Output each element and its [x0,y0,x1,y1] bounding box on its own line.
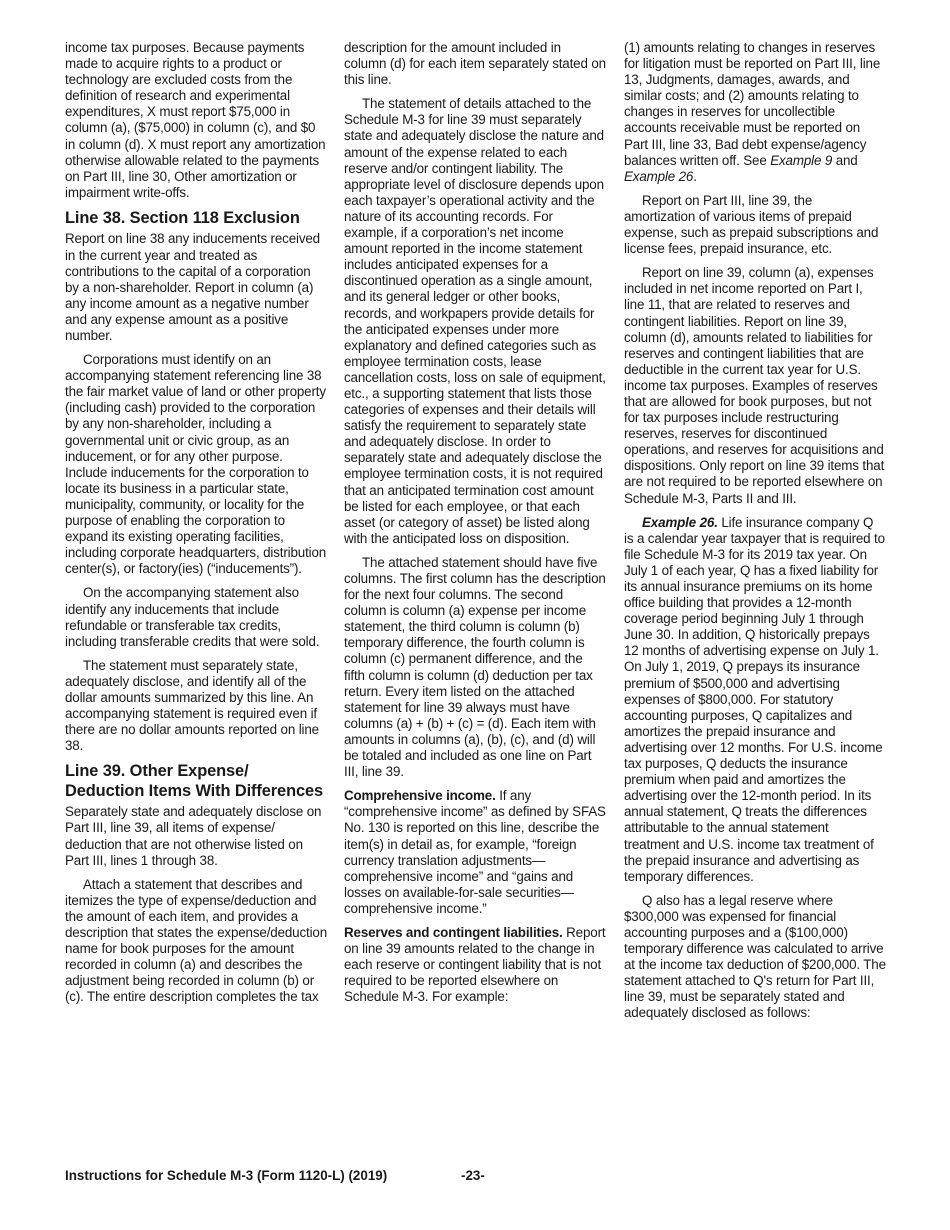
lead-reserves: Reserves and contingent liabilities. [344,924,563,940]
text-and: and [832,152,858,168]
paragraph-statement-of-details: The statement of details attached to the Schedule M-3 for line 39 must separately state and adequately disclose the nature and amount of the expense related to each reserve and/or contingent liability. The appropriate level of disclosure depends upon each taxpayer’s operational activity and the nature of its accounting records. For example, if a corporation’s net income amount reported in the income statement includes anticipated expenses for a discontinued operation as a single amount, and its general ledger or other books, records, and workpapers provide details for the anticipated expenses under more explanatory and defined categories such as employee termination costs, lease cancellation costs, loss on sale of equipment, etc., a supporting statement that lists those categories of expenses and their details will satisfy the requirement to separately state and adequately disclose. In order to separately state and adequately disclose the employee termination costs, it is not required that an anticipated termination cost amount be listed for each employee, or that each asset (or category of asset) be listed along with the anticipated loss on disposition. [344,96,606,546]
paragraph-inducements-statement: Corporations must identify on an accompanying statement referencing line 38 the fair market value of land or other property (including cash) provided to the corporation by any non-shareholder, including a governmental unit or civic group, as an inducement, or for any other purpose. Include inducements for the corporation to locate its business in a particular state, municipality, community, or locality for the purpose of enabling the corporation to expand its existing operating facilities, including corporate headquarters, distribution center(s), or factory(ies) (“inducements”). [65,352,327,577]
paragraph-prepaid-amortization: Report on Part III, line 39, the amortization of various items of prepaid expense, such as prepaid subscriptions and license fees, prepaid insurance, etc. [624,192,879,257]
paragraph-comprehensive-income [344,788,606,917]
paragraph-column-reporting: Report on line 39, column (a), expenses included in net income reported on Part I, line 11, that are related to reserves and contingent liabilities. Report on line 39, column (d), amounts related to liabilities for reserves and contingent liabilities that are deductible in the current tax year for U.S. income tax purposes. Examples of reserves that are allowed for book purposes, but not for tax purposes include restructuring reserves, reserves for discontinued operations, and reserves for acquisitions and dispositions. Only report on line 39 items that are not required to be reported elsewhere on Schedule M-3, Parts II and III. [624,265,885,506]
paragraph-legal-reserve: Q also has a legal reserve where $300,000 was expensed for financial accounting purposes and a ($100,000) temporary difference was calculated to arrive at the income tax deduction of $200,000. The statement attached to Q's return for Part III, line 39, must be separately stated and adequately disclosed as follows: [624,892,886,1021]
page-number: -23- [461,1168,485,1183]
heading-line-39: Line 39. Other Expense/ Deduction Items With Differences [65,762,324,800]
footer-title: Instructions for Schedule M-3 (Form 1120-L) (2019) [65,1168,388,1183]
text-reserve-examples: (1) amounts relating to changes in reserves for litigation must be reported on Part III, line 13, Judgments, damages, awards, and similar costs; and (2) amounts relating to changes in reserves for uncollectible accounts receivable must be reported on Part III, line 33, Bad debt expense/agency balances written off. See [624,40,881,168]
paragraph-disclosure-requirement: The statement must separately state, adequately disclose, and identify all of the dollar amounts summarized by this line. An accompanying statement is required even if there are no dollar amounts reported on line 38. [65,657,319,754]
text-comprehensive-income: If any “comprehensive income” as defined by SFAS No. 130 is reported on this line, describe the item(s) in detail as, for example, “foreign currency translation adjustments—comprehensive income” and “gains and losses on available-for-sale securities—comprehensive income.” [344,788,606,916]
column-right [624,40,886,1030]
example-26-label: Example 26. [642,514,718,530]
paragraph-line-38-intro: Report on line 38 any inducements received in the current year and treated as contributions to the capital of a corporation by a non-shareholder. Report in column (a) any income amount as a negative number and any expense amount as a positive number. [65,231,320,343]
text-period: . [693,168,697,184]
paragraph-reserves [344,925,606,1005]
paragraph-line-39-intro: Separately state and adequately disclose on Part III, line 39, all items of expense/ deduction that are not otherwise listed on Part III, lines 1 through 38. [65,804,322,868]
paragraph-description-continuation: description for the amount included in column (d) for each item separately stated on this line. [344,40,606,88]
paragraph-research-continuation: income tax purposes. Because payments made to acquire rights to a product or technology are excluded costs from the definition of research and experimental expenditures, X must report $75,000 in column (a), ($75,000) in column (c), and $0 in column (d). X must report any amortization otherwise allowable related to the payments on Part III, line 30, Other amortization or impairment write-offs. [65,40,326,200]
paragraph-example-26 [624,515,886,885]
paragraph-five-columns: The attached statement should have five columns. The first column has the description for the next four columns. The second column is column (a) expense per income statement, the third column is column (b) temporary difference, the fourth column is column (c) permanent difference, and the fifth column is column (d) deduction per tax return. Every item listed on the attached statement for line 39 always must have columns (a) + (b) + (c) = (d). Each item with amounts in columns (a), (b), (c), and (d) will be totaled and included as one line on Part III, line 39. [344,554,606,780]
paragraph-reserve-examples [624,40,886,185]
column-middle [344,40,606,1013]
lead-comprehensive-income: Comprehensive income. [344,788,496,804]
text-reserves: Report on line 39 amounts related to the change in each reserve or contingent liability that is not required to be reported elsewhere on Schedule M-3. For example: [344,924,606,1005]
text-example-26: Life insurance company Q is a calendar year taxpayer that is required to file Schedule M-3 for its 2019 tax year. On July 1 of each year, Q has a fixed liability for its annual insurance premiums on its home office building that provides a 12-month coverage period beginning July 1 through June 30. In addition, Q historically prepays 12 months of advertising expense on July 1. On July 1, 2019, Q prepays its insurance premium of $500,000 and advertising expenses of $800,000. For statutory accounting purposes, Q capitalizes and amortizes the prepaid insurance and advertising over 12 months. For U.S. income tax purposes, Q deducts the insurance premium when paid and amortizes the advertising over the 12-month period. In its annual statement, Q treats the differences attributable to the annual statement treatment and U.S. income tax treatment of the prepaid insurance and advertising as temporary differences. [624,514,885,884]
paragraph-attach-statement: Attach a statement that describes and itemizes the type of expense/deduction and the amount of each item, and provides a description that states the expense/deduction name for book purposes for the amount recorded in column (a) and describes the adjustment being recorded in column (b) or (c). The entire description completes the tax [65,876,327,1005]
paragraph-tax-credits: On the accompanying statement also identify any inducements that include refundable or transferable tax credits, including transferable credits that were sold. [65,585,320,649]
column-left [65,40,327,1013]
ref-example-9: Example 9 [770,152,833,168]
heading-line-38: Line 38. Section 118 Exclusion [65,208,300,227]
ref-example-26: Example 26 [624,168,694,184]
